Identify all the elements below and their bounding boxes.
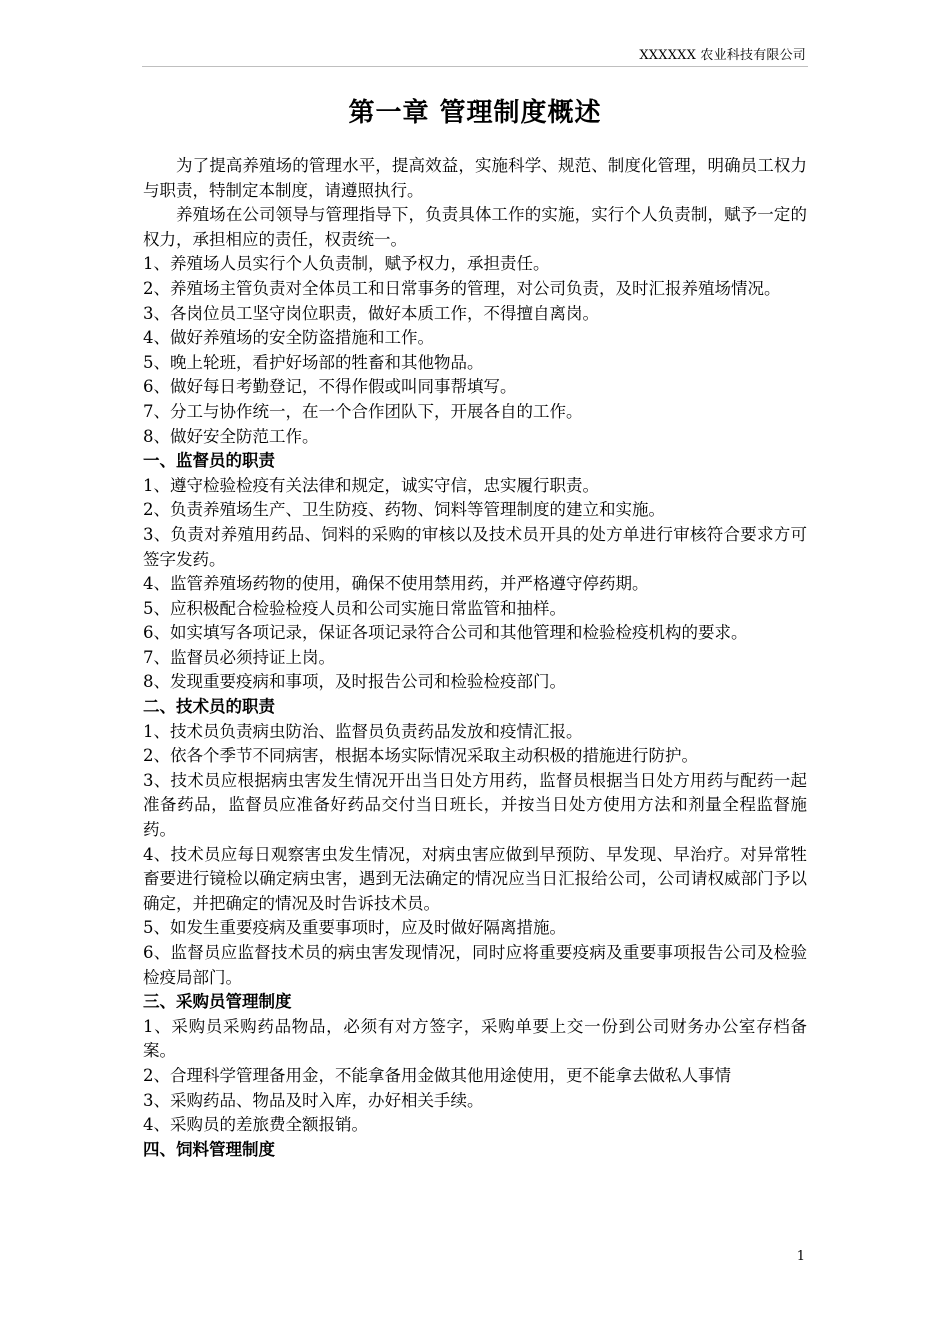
section-heading-supervisor: 一、监督员的职责	[143, 451, 275, 471]
intro-paragraph-2: 养殖场在公司领导与管理指导下，负责具体工作的实施，实行个人负责制，赋予一定的权力，承担相应的责任，权责统一。	[143, 205, 807, 249]
section-item: 5、应积极配合检验检疫人员和公司实施日常监管和抽样。	[143, 598, 566, 618]
section-item: 2、合理科学管理备用金，不能拿备用金做其他用途使用，更不能拿去做私人事情	[143, 1065, 731, 1085]
section-item: 1、采购员采购药品物品，必须有对方签字，采购单要上交一份到公司财务办公室存档备案。	[143, 1016, 807, 1061]
section-item: 3、采购药品、物品及时入库，办好相关手续。	[143, 1090, 484, 1110]
section-heading-purchaser: 三、采购员管理制度	[143, 992, 292, 1012]
section-item: 3、技术员应根据病虫害发生情况开出当日处方用药，监督员根据当日处方用药与配药一起准备药品，监督员应准备好药品交付当日班长，并按当日处方使用方法和剂量全程监督施药。	[143, 770, 807, 840]
general-item: 4、做好养殖场的安全防盗措施和工作。	[143, 328, 434, 348]
document-body	[143, 154, 807, 1162]
general-item: 1、养殖场人员实行个人负责制，赋予权力，承担责任。	[143, 254, 550, 274]
general-item: 7、分工与协作统一，在一个合作团队下，开展各自的工作。	[143, 401, 583, 421]
section-item: 6、如实填写各项记录，保证各项记录符合公司和其他管理和检验检疫机构的要求。	[143, 623, 748, 643]
section-item: 7、监督员必须持证上岗。	[143, 647, 335, 667]
general-item: 5、晚上轮班，看护好场部的牲畜和其他物品。	[143, 352, 484, 372]
section-item: 8、发现重要疫病和事项，及时报告公司和检验检疫部门。	[143, 672, 566, 692]
section-item: 2、负责养殖场生产、卫生防疫、药物、饲料等管理制度的建立和实施。	[143, 500, 665, 520]
general-item: 3、各岗位员工坚守岗位职责，做好本质工作，不得擅自离岗。	[143, 303, 599, 323]
section-item: 5、如发生重要疫病及重要事项时，应及时做好隔离措施。	[143, 918, 566, 938]
header-company-name: XXXXXX 农业科技有限公司	[639, 48, 806, 63]
chapter-title: 第一章 管理制度概述	[348, 98, 602, 128]
section-item: 2、依各个季节不同病害，根据本场实际情况采取主动积极的措施进行防护。	[143, 746, 698, 766]
intro-paragraph-1: 为了提高养殖场的管理水平，提高效益，实施科学、规范、制度化管理，明确员工权力与职责，特制定本制度，请遵照执行。	[143, 156, 807, 200]
section-item: 4、监管养殖场药物的使用，确保不使用禁用药，并严格遵守停药期。	[143, 574, 649, 594]
section-item: 1、遵守检验检疫有关法律和规定，诚实守信，忠实履行职责。	[143, 475, 599, 495]
section-item: 1、技术员负责病虫防治、监督员负责药品发放和疫情汇报。	[143, 721, 583, 741]
section-heading-technician: 二、技术员的职责	[143, 697, 275, 717]
section-item: 4、技术员应每日观察害虫发生情况，对病虫害应做到早预防、早发现、早治疗。对异常牲畜要进行镜检以确定病虫害，遇到无法确定的情况应当日汇报给公司，公司请权威部门予以确定，并把确定的情况及时告诉技术员。	[143, 844, 807, 913]
section-item: 3、负责对养殖用药品、饲料的采购的审核以及技术员开具的处方单进行审核符合要求方可签字发药。	[143, 524, 807, 569]
section-item: 6、监督员应监督技术员的病虫害发现情况，同时应将重要疫病及重要事项报告公司及检验检疫局部门。	[143, 943, 807, 987]
general-item: 8、做好安全防范工作。	[143, 426, 319, 446]
page-number: 1	[796, 1249, 805, 1264]
general-item: 2、养殖场主管负责对全体员工和日常事务的管理，对公司负责，及时汇报养殖场情况。	[143, 278, 781, 298]
section-item: 4、采购员的差旅费全额报销。	[143, 1115, 368, 1135]
general-item: 6、做好每日考勤登记，不得作假或叫同事帮填写。	[143, 377, 517, 397]
section-heading-feed: 四、饲料管理制度	[143, 1139, 275, 1159]
header-divider	[142, 66, 808, 67]
